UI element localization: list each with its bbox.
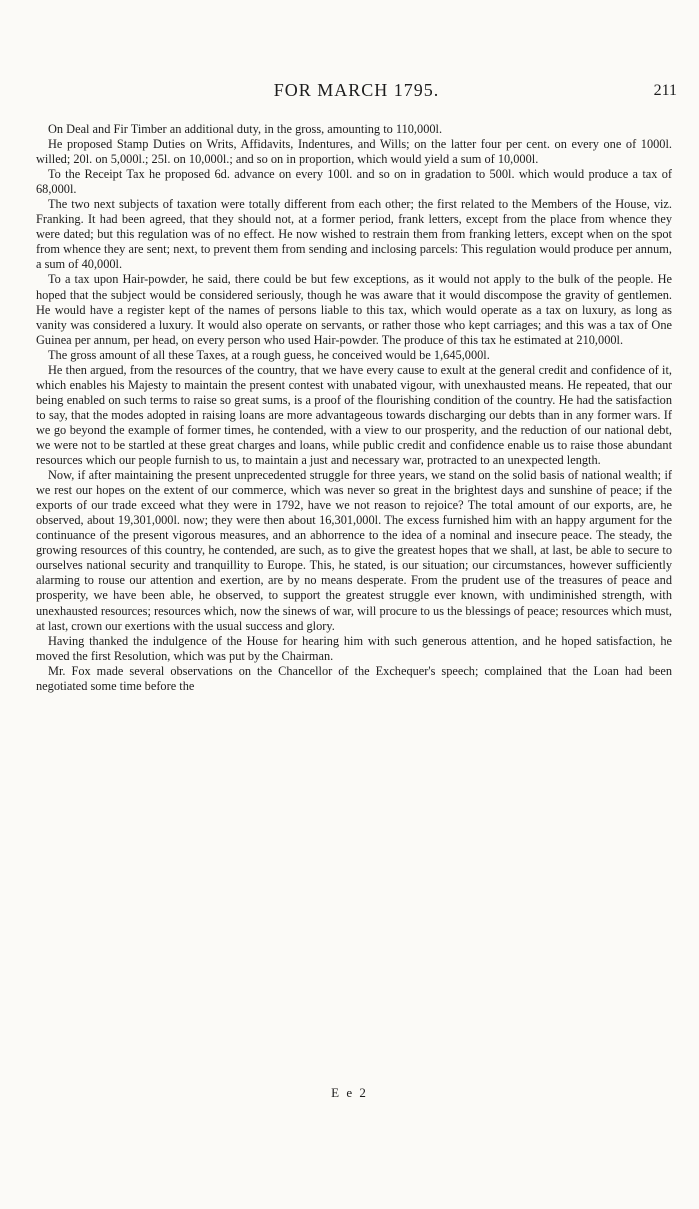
paragraph: On Deal and Fir Timber an additional duty, in the gross, amounting to 110,000l. <box>48 122 443 136</box>
paragraph: Now, if after maintaining the present unprecedented struggle for three years, we stand on the solid basis of national wealth; if we rest our hopes on the extent of our commerce, which was never so great in the brightest days and sunshine of peace; if the exports of our trade exceed what they were in 1792, have we not reason to rejoice? The total amount of our exports, are, he observed, about 19,301,000l. now; they were then about 16,301,000l. The excess furnished him with an happy argument for the continuance of the present vigorous measures, and an abhorrence to the idea of a nominal and insecure peace. The steady, the growing resources of this country, he contended, are such, as to give the greatest hopes that we shall, at last, be able to secure to ourselves national security and tranquillity to Europe. This, he stated, is our situation; our circumstances, however sufficiently alarming to rouse our attention and exertion, are by no means desperate. From the prudent use of the treasures of peace and prosperity, we have been able, he observed, to support the greatest struggle ever known, with undiminished strength, with unexhausted resources; resources which, now the sinews of war, will procure to us the blessings of peace; resources which must, at last, crown our exertions with the usual success and glory. <box>36 468 672 633</box>
body-text <box>36 122 672 694</box>
paragraph: The gross amount of all these Taxes, at a rough guess, he conceived would be 1,645,000l. <box>48 347 490 362</box>
signature-mark: E e 2 <box>331 1085 368 1100</box>
page-header <box>36 80 677 104</box>
running-title: FOR MARCH 1795. <box>273 80 440 100</box>
paragraph: Having thanked the indulgence of the House for hearing him with such generous attention, and he hoped satisfaction, he moved the first Resolution, which was put by the Chairman. <box>36 633 672 663</box>
paragraph: He then argued, from the resources of the country, that we have every cause to exult at the general credit and confidence of it, which enables his Majesty to maintain the present contest with unabated vigour, with unexhausted means. He repeated, that our being enabled on such terms to raise so great sums, is a proof of the flourishing condition of the country. He had the satisfaction to say, that the modes adopted in raising loans are more advantageous towards discharging our debts than in any former wars. If we go beyond the example of former times, he contended, with a view to our prosperity, and the reduction of our national debt, we were not to be startled at these great charges and loans, while public credit and confidence enable us to raise those abundant resources which our people furnish to us, to maintain a just and necessary war, protracted to an unexpected length. <box>36 362 672 468</box>
page-number: 211 <box>653 82 677 99</box>
paragraph: To the Receipt Tax he proposed 6d. advance on every 100l. and so on in gradation to 500l. which would produce a tax of 68,000l. <box>36 167 672 197</box>
paragraph: He proposed Stamp Duties on Writs, Affidavits, Indentures, and Wills; on the latter four per cent. on every one of 1000l. willed; 20l. on 5,000l.; 25l. on 10,000l.; and so on in proportion, which would yield a sum of 10,000l. <box>36 137 672 167</box>
paragraph: The two next subjects of taxation were totally different from each other; the first related to the Members of the House, viz. Franking. It had been agreed, that they should not, at a former period, frank letters, except from the place from whence they were dated; but this regulation was of no effect. He now wished to restrain them from franking letters, except when on the spot from whence they are sent; next, to prevent them from sending and inclosing parcels: This regulation would produce per annum, a sum of 40,000l. <box>36 197 672 272</box>
paragraph: To a tax upon Hair-powder, he said, there could be but few exceptions, as it would not apply to the bulk of the people. He hoped that the subject would be considered seriously, though he was aware that it would discompose the gravity of gentlemen. He would have a register kept of the names of persons liable to this tax, which would operate as a tax on luxury, as long as vanity was considered a luxury. It would also operate on servants, or rather those who kept carriages; and this was a tax of One Guinea per annum, per head, on every person who used Hair-powder. The produce of this tax he estimated at 210,000l. <box>36 272 672 347</box>
paragraph: Mr. Fox made several observations on the Chancellor of the Exchequer's speech; complained that the Loan had been negotiated some time before the <box>36 663 672 693</box>
